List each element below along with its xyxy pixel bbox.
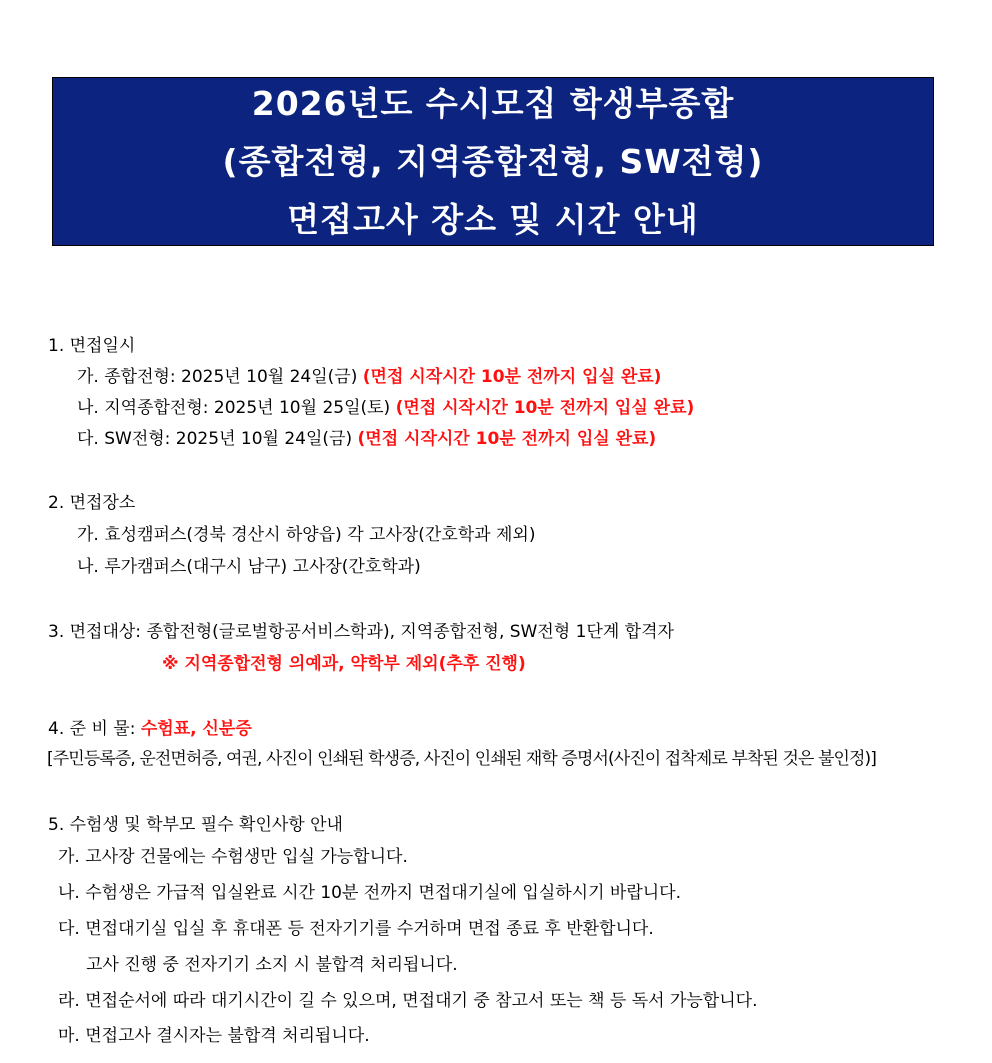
target-text: 3. 면접대상: 종합전형(글로벌항공서비스학과), 지역종합전형, SW전형 1단계 합격자 <box>48 622 674 642</box>
schedule-item <box>77 366 661 388</box>
supplies-line <box>48 718 252 740</box>
schedule-item-note: (면접 시작시간 10분 전까지 입실 완료) <box>395 398 695 418</box>
schedule-item-note: (면접 시작시간 10분 전까지 입실 완료) <box>357 429 657 449</box>
supplies-label: 4. 준 비 물: <box>48 719 141 739</box>
schedule-item-note: (면접 시작시간 10분 전까지 입실 완료) <box>362 367 662 387</box>
notice-heading: 5. 수험생 및 학부모 필수 확인사항 안내 <box>48 815 343 835</box>
schedule-item <box>77 428 656 450</box>
schedule-item <box>77 397 694 419</box>
notice-item: 다. 면접대기실 입실 후 휴대폰 등 전자기기를 수거하며 면접 종료 후 반환합니다. <box>58 919 654 939</box>
schedule-item-text: 가. 종합전형: 2025년 10월 24일(금) <box>77 367 363 387</box>
location-heading: 2. 면접장소 <box>48 493 136 513</box>
location-item: 나. 루가캠퍼스(대구시 남구) 고사장(간호학과) <box>77 557 421 577</box>
notice-item: 나. 수험생은 가급적 입실완료 시간 10분 전까지 면접대기실에 입실하시기 바랍니다. <box>58 883 681 903</box>
target-note: ※ 지역종합전형 의예과, 약학부 제외(추후 진행) <box>162 654 526 674</box>
notice-item: 라. 면접순서에 따라 대기시간이 길 수 있으며, 면접대기 중 참고서 또는 책 등 독서 가능합니다. <box>58 991 758 1011</box>
notice-item: 마. 면접고사 결시자는 불합격 처리됩니다. <box>58 1026 370 1046</box>
title-line-3: 면접고사 장소 및 시간 안내 <box>287 199 699 239</box>
supplies-value: 수험표, 신분증 <box>140 719 252 739</box>
schedule-heading: 1. 면접일시 <box>48 336 136 356</box>
location-item: 가. 효성캠퍼스(경북 경산시 하양읍) 각 고사장(간호학과 제외) <box>77 525 536 545</box>
supplies-detail: [주민등록증, 운전면허증, 여권, 사진이 인쇄된 학생증, 사진이 인쇄된 재학 증명서(사진이 접착제로 부착된 것은 불인정)] <box>47 749 877 769</box>
notice-item: 가. 고사장 건물에는 수험생만 입실 가능합니다. <box>58 847 408 867</box>
title-banner <box>52 77 934 246</box>
schedule-item-text: 다. SW전형: 2025년 10월 24일(금) <box>77 429 358 449</box>
notice-item: 고사 진행 중 전자기기 소지 시 불합격 처리됩니다. <box>86 955 458 975</box>
title-line-1: 2026년도 수시모집 학생부종합 <box>251 83 735 123</box>
schedule-item-text: 나. 지역종합전형: 2025년 10월 25일(토) <box>77 398 396 418</box>
title-line-2: (종합전형, 지역종합전형, SW전형) <box>222 141 764 181</box>
